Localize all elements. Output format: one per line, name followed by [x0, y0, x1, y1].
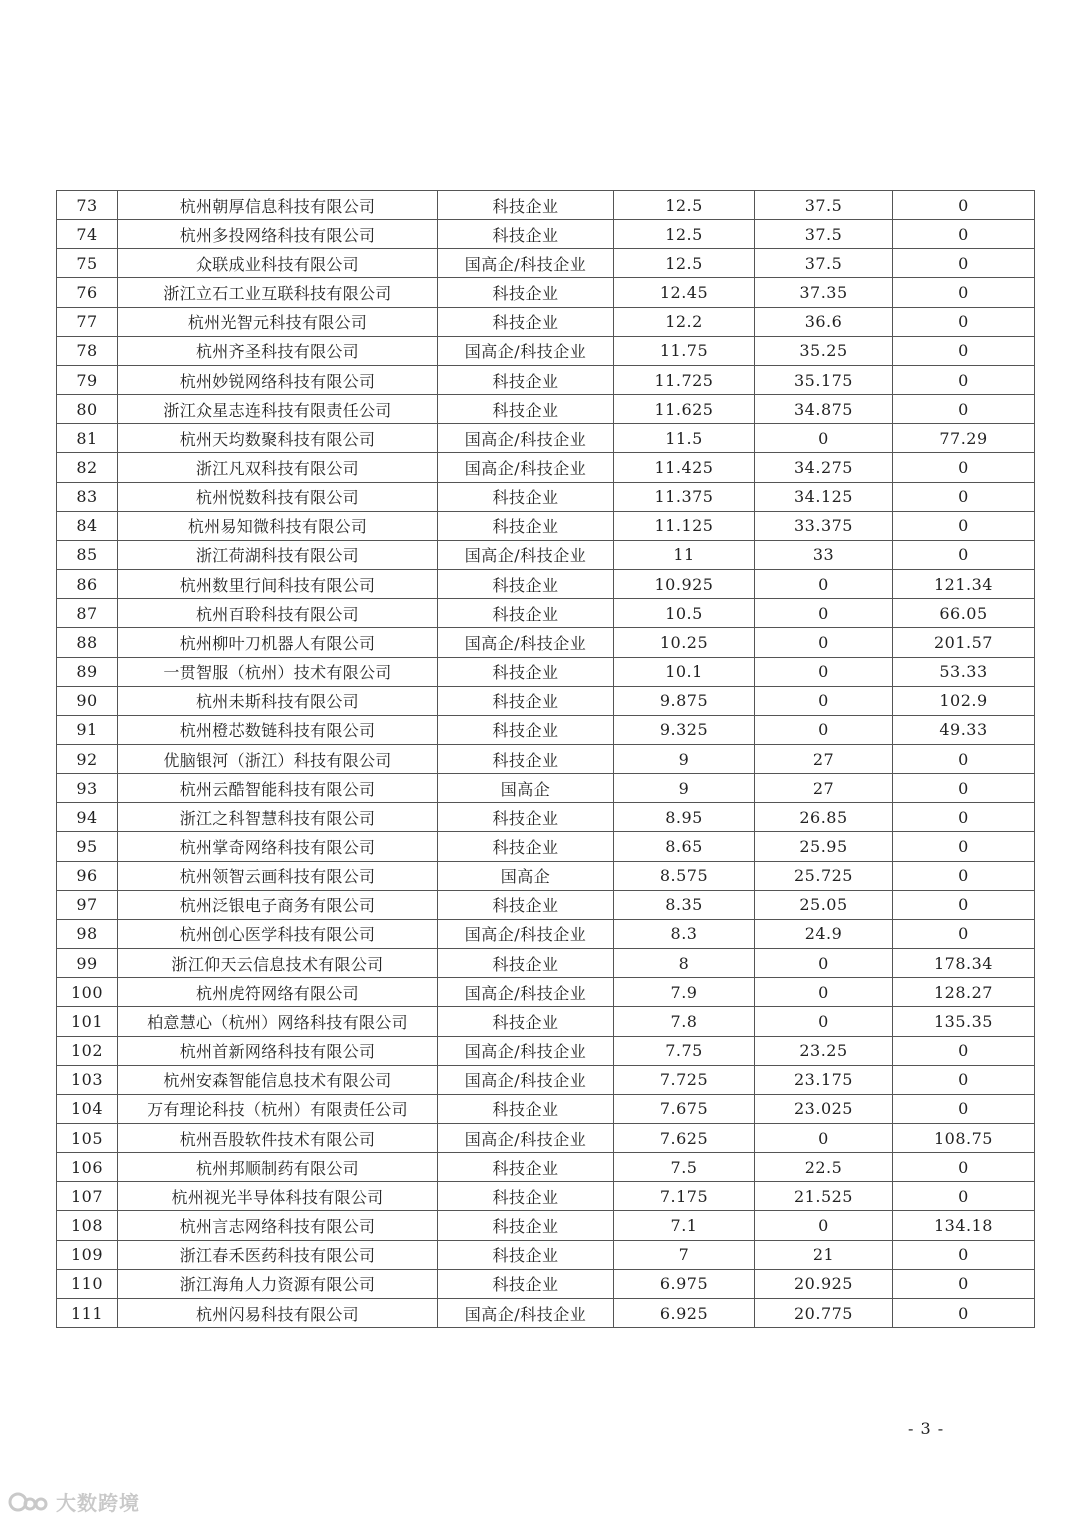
- row-index-cell: 94: [57, 803, 118, 832]
- company-type-cell: 科技企业: [438, 307, 614, 336]
- row-index-cell: 79: [57, 365, 118, 394]
- table-row: [57, 395, 1035, 424]
- value-c-cell: 102.9: [893, 686, 1035, 715]
- company-type-cell: 科技企业: [438, 832, 614, 861]
- row-index-cell: 74: [57, 220, 118, 249]
- value-b-cell: 37.35: [755, 278, 893, 307]
- value-b-cell: 34.275: [755, 453, 893, 482]
- company-type-cell: 国高企/科技企业: [438, 1124, 614, 1153]
- value-b-cell: 25.95: [755, 832, 893, 861]
- row-index-cell: 89: [57, 657, 118, 686]
- value-b-cell: 0: [755, 657, 893, 686]
- value-c-cell: 121.34: [893, 570, 1035, 599]
- value-b-cell: 0: [755, 628, 893, 657]
- table-row: [57, 1065, 1035, 1094]
- table-row: [57, 1240, 1035, 1269]
- table-row: [57, 657, 1035, 686]
- row-index-cell: 95: [57, 832, 118, 861]
- table-row: [57, 540, 1035, 569]
- value-a-cell: 7.725: [614, 1065, 755, 1094]
- row-index-cell: 87: [57, 599, 118, 628]
- value-a-cell: 10.25: [614, 628, 755, 657]
- company-name-cell: 杭州齐圣科技有限公司: [118, 336, 438, 365]
- value-b-cell: 0: [755, 1007, 893, 1036]
- company-name-cell: 万有理论科技（杭州）有限责任公司: [118, 1094, 438, 1123]
- table-row: [57, 861, 1035, 890]
- row-index-cell: 99: [57, 949, 118, 978]
- row-index-cell: 90: [57, 686, 118, 715]
- value-c-cell: 0: [893, 365, 1035, 394]
- company-type-cell: 科技企业: [438, 1182, 614, 1211]
- value-c-cell: 0: [893, 453, 1035, 482]
- company-type-cell: 国高企: [438, 774, 614, 803]
- value-c-cell: 0: [893, 191, 1035, 220]
- value-b-cell: 33.375: [755, 511, 893, 540]
- company-type-cell: 科技企业: [438, 1240, 614, 1269]
- table-row: [57, 249, 1035, 278]
- company-name-cell: 杭州首新网络科技有限公司: [118, 1036, 438, 1065]
- company-name-cell: 柏意慧心（杭州）网络科技有限公司: [118, 1007, 438, 1036]
- company-name-cell: 一贯智服（杭州）技术有限公司: [118, 657, 438, 686]
- value-c-cell: 0: [893, 890, 1035, 919]
- value-a-cell: 12.5: [614, 249, 755, 278]
- row-index-cell: 111: [57, 1298, 118, 1327]
- company-type-cell: 科技企业: [438, 1153, 614, 1182]
- value-b-cell: 20.775: [755, 1298, 893, 1327]
- value-b-cell: 37.5: [755, 191, 893, 220]
- company-name-cell: 杭州妙锐网络科技有限公司: [118, 365, 438, 394]
- company-name-cell: 杭州掌奇网络科技有限公司: [118, 832, 438, 861]
- company-type-cell: 国高企/科技企业: [438, 1036, 614, 1065]
- company-type-cell: 科技企业: [438, 1007, 614, 1036]
- row-index-cell: 93: [57, 774, 118, 803]
- value-a-cell: 7.8: [614, 1007, 755, 1036]
- value-c-cell: 128.27: [893, 978, 1035, 1007]
- row-index-cell: 75: [57, 249, 118, 278]
- company-name-cell: 杭州虎符网络有限公司: [118, 978, 438, 1007]
- table-row: [57, 949, 1035, 978]
- value-a-cell: 9: [614, 744, 755, 773]
- company-name-cell: 浙江之科智慧科技有限公司: [118, 803, 438, 832]
- value-c-cell: 0: [893, 1094, 1035, 1123]
- value-a-cell: 8.65: [614, 832, 755, 861]
- value-a-cell: 11.5: [614, 424, 755, 453]
- row-index-cell: 107: [57, 1182, 118, 1211]
- table-row: [57, 1094, 1035, 1123]
- company-type-cell: 科技企业: [438, 715, 614, 744]
- table-row: [57, 919, 1035, 948]
- value-b-cell: 0: [755, 1211, 893, 1240]
- row-index-cell: 108: [57, 1211, 118, 1240]
- row-index-cell: 80: [57, 395, 118, 424]
- company-name-cell: 杭州柳叶刀机器人有限公司: [118, 628, 438, 657]
- value-c-cell: 0: [893, 395, 1035, 424]
- company-name-cell: 众联成业科技有限公司: [118, 249, 438, 278]
- table-row: [57, 511, 1035, 540]
- row-index-cell: 82: [57, 453, 118, 482]
- company-type-cell: 科技企业: [438, 511, 614, 540]
- row-index-cell: 91: [57, 715, 118, 744]
- value-c-cell: 0: [893, 336, 1035, 365]
- company-type-cell: 科技企业: [438, 1094, 614, 1123]
- value-b-cell: 24.9: [755, 919, 893, 948]
- company-table: [56, 190, 1035, 1328]
- value-b-cell: 35.175: [755, 365, 893, 394]
- value-b-cell: 35.25: [755, 336, 893, 365]
- value-a-cell: 7.9: [614, 978, 755, 1007]
- company-type-cell: 国高企/科技企业: [438, 1065, 614, 1094]
- value-b-cell: 27: [755, 744, 893, 773]
- row-index-cell: 96: [57, 861, 118, 890]
- company-type-cell: 国高企/科技企业: [438, 628, 614, 657]
- value-c-cell: 134.18: [893, 1211, 1035, 1240]
- value-a-cell: 7.5: [614, 1153, 755, 1182]
- company-type-cell: 国高企/科技企业: [438, 424, 614, 453]
- company-type-cell: 科技企业: [438, 803, 614, 832]
- company-type-cell: 科技企业: [438, 570, 614, 599]
- row-index-cell: 85: [57, 540, 118, 569]
- row-index-cell: 102: [57, 1036, 118, 1065]
- company-name-cell: 优脑银河（浙江）科技有限公司: [118, 744, 438, 773]
- table-row: [57, 628, 1035, 657]
- company-type-cell: 科技企业: [438, 744, 614, 773]
- value-a-cell: 12.5: [614, 220, 755, 249]
- company-type-cell: 国高企/科技企业: [438, 978, 614, 1007]
- value-b-cell: 20.925: [755, 1269, 893, 1298]
- value-a-cell: 12.2: [614, 307, 755, 336]
- row-index-cell: 77: [57, 307, 118, 336]
- company-type-cell: 科技企业: [438, 686, 614, 715]
- row-index-cell: 98: [57, 919, 118, 948]
- company-type-cell: 科技企业: [438, 278, 614, 307]
- value-c-cell: 53.33: [893, 657, 1035, 686]
- value-b-cell: 37.5: [755, 249, 893, 278]
- value-b-cell: 27: [755, 774, 893, 803]
- value-c-cell: 0: [893, 540, 1035, 569]
- company-name-cell: 杭州云酷智能科技有限公司: [118, 774, 438, 803]
- value-b-cell: 21.525: [755, 1182, 893, 1211]
- table-row: [57, 1298, 1035, 1327]
- table-row: [57, 453, 1035, 482]
- value-a-cell: 7: [614, 1240, 755, 1269]
- table-row: [57, 191, 1035, 220]
- company-type-cell: 科技企业: [438, 365, 614, 394]
- company-name-cell: 杭州光智元科技有限公司: [118, 307, 438, 336]
- table-row: [57, 715, 1035, 744]
- value-c-cell: 0: [893, 220, 1035, 249]
- value-b-cell: 0: [755, 424, 893, 453]
- row-index-cell: 106: [57, 1153, 118, 1182]
- company-name-cell: 杭州悦数科技有限公司: [118, 482, 438, 511]
- value-b-cell: 0: [755, 978, 893, 1007]
- company-name-cell: 杭州易知微科技有限公司: [118, 511, 438, 540]
- value-b-cell: 0: [755, 686, 893, 715]
- company-name-cell: 杭州数里行间科技有限公司: [118, 570, 438, 599]
- row-index-cell: 109: [57, 1240, 118, 1269]
- value-a-cell: 11: [614, 540, 755, 569]
- table-row: [57, 1036, 1035, 1065]
- value-a-cell: 10.1: [614, 657, 755, 686]
- value-c-cell: 0: [893, 1240, 1035, 1269]
- value-a-cell: 8.575: [614, 861, 755, 890]
- table-row: [57, 482, 1035, 511]
- value-a-cell: 8.95: [614, 803, 755, 832]
- value-a-cell: 11.425: [614, 453, 755, 482]
- value-b-cell: 34.125: [755, 482, 893, 511]
- value-a-cell: 6.975: [614, 1269, 755, 1298]
- value-a-cell: 7.625: [614, 1124, 755, 1153]
- value-a-cell: 9: [614, 774, 755, 803]
- value-b-cell: 37.5: [755, 220, 893, 249]
- table-row: [57, 599, 1035, 628]
- value-a-cell: 11.725: [614, 365, 755, 394]
- company-type-cell: 国高企/科技企业: [438, 1298, 614, 1327]
- watermark: [8, 1487, 140, 1516]
- company-type-cell: 国高企/科技企业: [438, 540, 614, 569]
- company-name-cell: 杭州言志网络科技有限公司: [118, 1211, 438, 1240]
- table-row: [57, 365, 1035, 394]
- company-type-cell: 科技企业: [438, 949, 614, 978]
- value-b-cell: 21: [755, 1240, 893, 1269]
- value-b-cell: 23.25: [755, 1036, 893, 1065]
- row-index-cell: 110: [57, 1269, 118, 1298]
- value-a-cell: 8.3: [614, 919, 755, 948]
- company-name-cell: 杭州创心医学科技有限公司: [118, 919, 438, 948]
- row-index-cell: 92: [57, 744, 118, 773]
- company-type-cell: 国高企: [438, 861, 614, 890]
- table-row: [57, 744, 1035, 773]
- value-a-cell: 9.325: [614, 715, 755, 744]
- row-index-cell: 86: [57, 570, 118, 599]
- value-a-cell: 7.675: [614, 1094, 755, 1123]
- value-b-cell: 23.175: [755, 1065, 893, 1094]
- value-a-cell: 7.1: [614, 1211, 755, 1240]
- row-index-cell: 101: [57, 1007, 118, 1036]
- value-b-cell: 0: [755, 570, 893, 599]
- company-name-cell: 杭州橙芯数链科技有限公司: [118, 715, 438, 744]
- row-index-cell: 76: [57, 278, 118, 307]
- company-name-cell: 浙江荷湖科技有限公司: [118, 540, 438, 569]
- value-c-cell: 0: [893, 511, 1035, 540]
- row-index-cell: 103: [57, 1065, 118, 1094]
- company-name-cell: 杭州天均数聚科技有限公司: [118, 424, 438, 453]
- table-row: [57, 832, 1035, 861]
- value-c-cell: 0: [893, 919, 1035, 948]
- company-type-cell: 科技企业: [438, 599, 614, 628]
- company-name-cell: 杭州未斯科技有限公司: [118, 686, 438, 715]
- value-b-cell: 25.05: [755, 890, 893, 919]
- company-type-cell: 国高企/科技企业: [438, 919, 614, 948]
- company-name-cell: 杭州领智云画科技有限公司: [118, 861, 438, 890]
- value-b-cell: 0: [755, 1124, 893, 1153]
- company-type-cell: 科技企业: [438, 1211, 614, 1240]
- value-a-cell: 12.5: [614, 191, 755, 220]
- value-a-cell: 11.125: [614, 511, 755, 540]
- value-c-cell: 0: [893, 744, 1035, 773]
- value-c-cell: 0: [893, 1269, 1035, 1298]
- row-index-cell: 100: [57, 978, 118, 1007]
- company-type-cell: 国高企/科技企业: [438, 453, 614, 482]
- value-b-cell: 0: [755, 715, 893, 744]
- value-a-cell: 7.75: [614, 1036, 755, 1065]
- company-name-cell: 杭州百聆科技有限公司: [118, 599, 438, 628]
- row-index-cell: 81: [57, 424, 118, 453]
- company-name-cell: 杭州邦顺制药有限公司: [118, 1153, 438, 1182]
- table-row: [57, 774, 1035, 803]
- value-b-cell: 0: [755, 599, 893, 628]
- company-name-cell: 浙江海角人力资源有限公司: [118, 1269, 438, 1298]
- value-c-cell: 0: [893, 249, 1035, 278]
- company-name-cell: 浙江众星志连科技有限责任公司: [118, 395, 438, 424]
- value-c-cell: 0: [893, 1182, 1035, 1211]
- table-row: [57, 1153, 1035, 1182]
- value-b-cell: 33: [755, 540, 893, 569]
- value-b-cell: 25.725: [755, 861, 893, 890]
- company-name-cell: 杭州视光半导体科技有限公司: [118, 1182, 438, 1211]
- value-c-cell: 49.33: [893, 715, 1035, 744]
- value-a-cell: 7.175: [614, 1182, 755, 1211]
- row-index-cell: 84: [57, 511, 118, 540]
- company-type-cell: 科技企业: [438, 191, 614, 220]
- table-row: [57, 424, 1035, 453]
- row-index-cell: 88: [57, 628, 118, 657]
- row-index-cell: 105: [57, 1124, 118, 1153]
- company-type-cell: 科技企业: [438, 482, 614, 511]
- value-a-cell: 11.75: [614, 336, 755, 365]
- value-b-cell: 23.025: [755, 1094, 893, 1123]
- value-a-cell: 12.45: [614, 278, 755, 307]
- value-c-cell: 77.29: [893, 424, 1035, 453]
- table-row: [57, 307, 1035, 336]
- value-c-cell: 0: [893, 1036, 1035, 1065]
- value-a-cell: 10.925: [614, 570, 755, 599]
- company-type-cell: 科技企业: [438, 890, 614, 919]
- company-type-cell: 国高企/科技企业: [438, 249, 614, 278]
- value-c-cell: 0: [893, 1153, 1035, 1182]
- value-c-cell: 135.35: [893, 1007, 1035, 1036]
- page-number: - 3 -: [908, 1419, 945, 1438]
- company-name-cell: 杭州泛银电子商务有限公司: [118, 890, 438, 919]
- company-name-cell: 杭州闪易科技有限公司: [118, 1298, 438, 1327]
- value-a-cell: 8.35: [614, 890, 755, 919]
- table-row: [57, 1124, 1035, 1153]
- table-row: [57, 1007, 1035, 1036]
- table-row: [57, 570, 1035, 599]
- table-row: [57, 686, 1035, 715]
- row-index-cell: 73: [57, 191, 118, 220]
- value-c-cell: 201.57: [893, 628, 1035, 657]
- value-b-cell: 22.5: [755, 1153, 893, 1182]
- company-type-cell: 科技企业: [438, 657, 614, 686]
- row-index-cell: 104: [57, 1094, 118, 1123]
- company-name-cell: 浙江仰天云信息技术有限公司: [118, 949, 438, 978]
- row-index-cell: 83: [57, 482, 118, 511]
- value-c-cell: 0: [893, 1065, 1035, 1094]
- company-name-cell: 杭州朝厚信息科技有限公司: [118, 191, 438, 220]
- company-type-cell: 科技企业: [438, 1269, 614, 1298]
- company-name-cell: 浙江立石工业互联科技有限公司: [118, 278, 438, 307]
- value-b-cell: 34.875: [755, 395, 893, 424]
- table-row: [57, 803, 1035, 832]
- company-name-cell: 杭州多投网络科技有限公司: [118, 220, 438, 249]
- value-a-cell: 11.375: [614, 482, 755, 511]
- table-row: [57, 278, 1035, 307]
- value-c-cell: 0: [893, 307, 1035, 336]
- company-type-cell: 国高企/科技企业: [438, 336, 614, 365]
- value-a-cell: 10.5: [614, 599, 755, 628]
- value-c-cell: 66.05: [893, 599, 1035, 628]
- value-a-cell: 9.875: [614, 686, 755, 715]
- value-a-cell: 6.925: [614, 1298, 755, 1327]
- table-row: [57, 336, 1035, 365]
- value-c-cell: 0: [893, 774, 1035, 803]
- row-index-cell: 78: [57, 336, 118, 365]
- watermark-logo-icon: [8, 1489, 50, 1515]
- table-row: [57, 1182, 1035, 1211]
- company-name-cell: 杭州安森智能信息技术有限公司: [118, 1065, 438, 1094]
- table-body: [57, 191, 1035, 1328]
- value-c-cell: 0: [893, 861, 1035, 890]
- value-b-cell: 26.85: [755, 803, 893, 832]
- company-name-cell: 浙江凡双科技有限公司: [118, 453, 438, 482]
- table-row: [57, 978, 1035, 1007]
- value-c-cell: 178.34: [893, 949, 1035, 978]
- company-type-cell: 科技企业: [438, 220, 614, 249]
- value-b-cell: 0: [755, 949, 893, 978]
- table-row: [57, 220, 1035, 249]
- value-c-cell: 0: [893, 1298, 1035, 1327]
- table-row: [57, 1211, 1035, 1240]
- row-index-cell: 97: [57, 890, 118, 919]
- value-c-cell: 0: [893, 803, 1035, 832]
- company-type-cell: 科技企业: [438, 395, 614, 424]
- value-b-cell: 36.6: [755, 307, 893, 336]
- value-c-cell: 0: [893, 832, 1035, 861]
- value-a-cell: 11.625: [614, 395, 755, 424]
- watermark-text: 大数跨境: [56, 1491, 140, 1515]
- company-name-cell: 杭州吾股软件技术有限公司: [118, 1124, 438, 1153]
- company-name-cell: 浙江春禾医药科技有限公司: [118, 1240, 438, 1269]
- value-c-cell: 0: [893, 482, 1035, 511]
- value-a-cell: 8: [614, 949, 755, 978]
- table-row: [57, 890, 1035, 919]
- table-row: [57, 1269, 1035, 1298]
- value-c-cell: 0: [893, 278, 1035, 307]
- value-c-cell: 108.75: [893, 1124, 1035, 1153]
